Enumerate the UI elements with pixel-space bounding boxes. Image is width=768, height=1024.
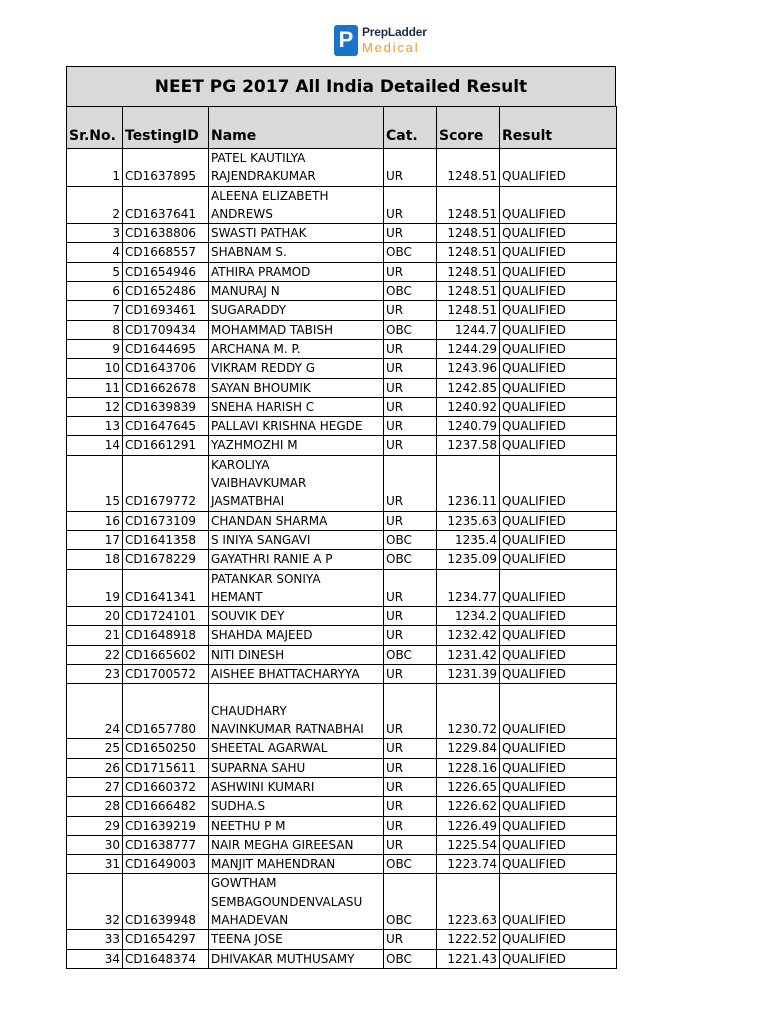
cell-cat: UR <box>384 186 437 224</box>
cell-result: QUALIFIED <box>500 224 617 243</box>
cell-score: 1235.4 <box>437 530 500 549</box>
cell-name: SHABNAM S. <box>209 243 384 262</box>
cell-srno: 17 <box>67 530 123 549</box>
cell-result: QUALIFIED <box>500 550 617 569</box>
cell-srno: 25 <box>67 739 123 758</box>
cell-result: QUALIFIED <box>500 282 617 301</box>
cell-name: SNEHA HARISH C <box>209 397 384 416</box>
table-row <box>67 511 617 530</box>
cell-result: QUALIFIED <box>500 684 617 739</box>
cell-score: 1234.77 <box>437 569 500 607</box>
cell-score: 1244.7 <box>437 320 500 339</box>
cell-score: 1231.39 <box>437 665 500 684</box>
col-header-cat: Cat. <box>384 107 437 149</box>
cell-name: ALEENA ELIZABETH ANDREWS <box>209 186 384 224</box>
page-title: NEET PG 2017 All India Detailed Result <box>66 66 616 106</box>
cell-srno: 3 <box>67 224 123 243</box>
cell-testingid: CD1641358 <box>123 530 209 549</box>
table-row <box>67 301 617 320</box>
cell-score: 1230.72 <box>437 684 500 739</box>
table-row <box>67 262 617 281</box>
cell-name: SHAHDA MAJEED <box>209 626 384 645</box>
cell-name: ARCHANA M. P. <box>209 339 384 358</box>
cell-testingid: CD1715611 <box>123 758 209 777</box>
cell-srno: 16 <box>67 511 123 530</box>
cell-srno: 4 <box>67 243 123 262</box>
cell-testingid: CD1661291 <box>123 436 209 455</box>
cell-score: 1228.16 <box>437 758 500 777</box>
cell-result: QUALIFIED <box>500 455 617 511</box>
cell-result: QUALIFIED <box>500 816 617 835</box>
cell-srno: 26 <box>67 758 123 777</box>
table-row <box>67 797 617 816</box>
header-row <box>67 107 617 149</box>
cell-score: 1248.51 <box>437 243 500 262</box>
cell-testingid: CD1647645 <box>123 417 209 436</box>
cell-result: QUALIFIED <box>500 436 617 455</box>
cell-cat: UR <box>384 797 437 816</box>
cell-name: S INIYA SANGAVI <box>209 530 384 549</box>
cell-name: GOWTHAM SEMBAGOUNDENVALASU MAHADEVAN <box>209 874 384 930</box>
cell-cat: UR <box>384 835 437 854</box>
cell-result: QUALIFIED <box>500 359 617 378</box>
cell-cat: UR <box>384 436 437 455</box>
cell-result: QUALIFIED <box>500 378 617 397</box>
cell-cat: UR <box>384 301 437 320</box>
result-sheet <box>66 66 616 969</box>
cell-testingid: CD1660372 <box>123 777 209 796</box>
cell-cat: UR <box>384 626 437 645</box>
cell-name: ASHWINI KUMARI <box>209 777 384 796</box>
cell-score: 1244.29 <box>437 339 500 358</box>
cell-name: VIKRAM REDDY G <box>209 359 384 378</box>
cell-srno: 28 <box>67 797 123 816</box>
cell-result: QUALIFIED <box>500 607 617 626</box>
cell-name: YAZHMOZHI M <box>209 436 384 455</box>
cell-testingid: CD1639839 <box>123 397 209 416</box>
cell-score: 1236.11 <box>437 455 500 511</box>
cell-name: SOUVIK DEY <box>209 607 384 626</box>
cell-name: CHAUDHARY NAVINKUMAR RATNABHAI <box>209 684 384 739</box>
cell-score: 1248.51 <box>437 149 500 187</box>
cell-name: SUGARADDY <box>209 301 384 320</box>
cell-srno: 34 <box>67 949 123 968</box>
cell-cat: OBC <box>384 645 437 664</box>
cell-score: 1221.43 <box>437 949 500 968</box>
prepladder-logo <box>334 24 427 56</box>
cell-result: QUALIFIED <box>500 186 617 224</box>
cell-testingid: CD1650250 <box>123 739 209 758</box>
cell-srno: 32 <box>67 874 123 930</box>
cell-cat: OBC <box>384 243 437 262</box>
cell-srno: 11 <box>67 378 123 397</box>
cell-cat: UR <box>384 739 437 758</box>
cell-score: 1222.52 <box>437 930 500 949</box>
cell-name: SAYAN BHOUMIK <box>209 378 384 397</box>
table-row <box>67 684 617 739</box>
cell-cat: UR <box>384 665 437 684</box>
table-row <box>67 320 617 339</box>
cell-testingid: CD1724101 <box>123 607 209 626</box>
cell-testingid: CD1639948 <box>123 874 209 930</box>
cell-result: QUALIFIED <box>500 320 617 339</box>
cell-name: TEENA JOSE <box>209 930 384 949</box>
cell-cat: UR <box>384 397 437 416</box>
table-row <box>67 339 617 358</box>
cell-srno: 8 <box>67 320 123 339</box>
cell-srno: 12 <box>67 397 123 416</box>
logo-brand: PrepLadder <box>362 25 427 39</box>
cell-name: MOHAMMAD TABISH <box>209 320 384 339</box>
cell-name: SHEETAL AGARWAL <box>209 739 384 758</box>
cell-score: 1234.2 <box>437 607 500 626</box>
table-row <box>67 949 617 968</box>
cell-srno: 29 <box>67 816 123 835</box>
cell-srno: 13 <box>67 417 123 436</box>
cell-name: KAROLIYA VAIBHAVKUMAR JASMATBHAI <box>209 455 384 511</box>
cell-cat: UR <box>384 455 437 511</box>
cell-name: NAIR MEGHA GIREESAN <box>209 835 384 854</box>
cell-srno: 1 <box>67 149 123 187</box>
cell-name: SUDHA.S <box>209 797 384 816</box>
cell-result: QUALIFIED <box>500 797 617 816</box>
cell-srno: 27 <box>67 777 123 796</box>
cell-result: QUALIFIED <box>500 626 617 645</box>
cell-name: MANJIT MAHENDRAN <box>209 855 384 874</box>
table-row <box>67 436 617 455</box>
cell-testingid: CD1668557 <box>123 243 209 262</box>
cell-srno: 6 <box>67 282 123 301</box>
cell-score: 1235.63 <box>437 511 500 530</box>
table-row <box>67 758 617 777</box>
table-row <box>67 626 617 645</box>
cell-srno: 22 <box>67 645 123 664</box>
cell-testingid: CD1673109 <box>123 511 209 530</box>
cell-score: 1248.51 <box>437 301 500 320</box>
cell-name: SWASTI PATHAK <box>209 224 384 243</box>
cell-srno: 33 <box>67 930 123 949</box>
cell-cat: UR <box>384 684 437 739</box>
cell-name: AISHEE BHATTACHARYYA <box>209 665 384 684</box>
table-row <box>67 665 617 684</box>
prepladder-logo-icon: P <box>334 25 358 56</box>
cell-score: 1248.51 <box>437 262 500 281</box>
cell-testingid: CD1657780 <box>123 684 209 739</box>
cell-score: 1223.63 <box>437 874 500 930</box>
cell-testingid: CD1649003 <box>123 855 209 874</box>
cell-score: 1240.79 <box>437 417 500 436</box>
cell-testingid: CD1662678 <box>123 378 209 397</box>
cell-testingid: CD1637895 <box>123 149 209 187</box>
cell-result: QUALIFIED <box>500 645 617 664</box>
cell-result: QUALIFIED <box>500 777 617 796</box>
cell-score: 1248.51 <box>437 186 500 224</box>
table-row <box>67 530 617 549</box>
table-row <box>67 607 617 626</box>
cell-score: 1225.54 <box>437 835 500 854</box>
cell-name: PATANKAR SONIYA HEMANT <box>209 569 384 607</box>
table-row <box>67 224 617 243</box>
cell-srno: 7 <box>67 301 123 320</box>
cell-score: 1243.96 <box>437 359 500 378</box>
cell-srno: 23 <box>67 665 123 684</box>
cell-result: QUALIFIED <box>500 339 617 358</box>
cell-testingid: CD1693461 <box>123 301 209 320</box>
cell-srno: 14 <box>67 436 123 455</box>
cell-cat: UR <box>384 511 437 530</box>
cell-cat: UR <box>384 816 437 835</box>
cell-name: CHANDAN SHARMA <box>209 511 384 530</box>
cell-result: QUALIFIED <box>500 874 617 930</box>
cell-result: QUALIFIED <box>500 301 617 320</box>
cell-testingid: CD1638806 <box>123 224 209 243</box>
cell-score: 1229.84 <box>437 739 500 758</box>
cell-cat: OBC <box>384 949 437 968</box>
table-row <box>67 855 617 874</box>
cell-cat: UR <box>384 569 437 607</box>
cell-testingid: CD1641341 <box>123 569 209 607</box>
cell-testingid: CD1678229 <box>123 550 209 569</box>
cell-name: PATEL KAUTILYA RAJENDRAKUMAR <box>209 149 384 187</box>
table-row <box>67 149 617 187</box>
cell-cat: UR <box>384 930 437 949</box>
col-header-name: Name <box>209 107 384 149</box>
cell-result: QUALIFIED <box>500 149 617 187</box>
cell-name: NITI DINESH <box>209 645 384 664</box>
cell-score: 1232.42 <box>437 626 500 645</box>
cell-cat: UR <box>384 758 437 777</box>
cell-score: 1237.58 <box>437 436 500 455</box>
table-row <box>67 874 617 930</box>
table-row <box>67 739 617 758</box>
cell-name: ATHIRA PRAMOD <box>209 262 384 281</box>
table-row <box>67 397 617 416</box>
cell-testingid: CD1638777 <box>123 835 209 854</box>
cell-score: 1248.51 <box>437 282 500 301</box>
cell-cat: UR <box>384 417 437 436</box>
cell-srno: 5 <box>67 262 123 281</box>
result-table <box>66 106 617 969</box>
cell-cat: OBC <box>384 282 437 301</box>
cell-srno: 30 <box>67 835 123 854</box>
cell-result: QUALIFIED <box>500 530 617 549</box>
col-header-result: Result <box>500 107 617 149</box>
cell-srno: 20 <box>67 607 123 626</box>
cell-testingid: CD1652486 <box>123 282 209 301</box>
cell-result: QUALIFIED <box>500 758 617 777</box>
cell-testingid: CD1643706 <box>123 359 209 378</box>
cell-srno: 19 <box>67 569 123 607</box>
cell-testingid: CD1648374 <box>123 949 209 968</box>
cell-result: QUALIFIED <box>500 397 617 416</box>
cell-cat: UR <box>384 339 437 358</box>
cell-cat: UR <box>384 777 437 796</box>
cell-result: QUALIFIED <box>500 262 617 281</box>
cell-score: 1226.49 <box>437 816 500 835</box>
cell-name: SUPARNA SAHU <box>209 758 384 777</box>
cell-name: PALLAVI KRISHNA HEGDE <box>209 417 384 436</box>
cell-score: 1240.92 <box>437 397 500 416</box>
table-row <box>67 359 617 378</box>
cell-testingid: CD1666482 <box>123 797 209 816</box>
logo-sub: Medical <box>362 40 420 55</box>
cell-score: 1223.74 <box>437 855 500 874</box>
cell-testingid: CD1654946 <box>123 262 209 281</box>
cell-result: QUALIFIED <box>500 855 617 874</box>
table-row <box>67 186 617 224</box>
cell-srno: 9 <box>67 339 123 358</box>
cell-result: QUALIFIED <box>500 835 617 854</box>
cell-cat: OBC <box>384 320 437 339</box>
table-row <box>67 455 617 511</box>
cell-cat: UR <box>384 262 437 281</box>
cell-testingid: CD1648918 <box>123 626 209 645</box>
col-header-srno: Sr.No. <box>67 107 123 149</box>
table-row <box>67 378 617 397</box>
table-row <box>67 569 617 607</box>
cell-name: DHIVAKAR MUTHUSAMY <box>209 949 384 968</box>
cell-cat: UR <box>384 359 437 378</box>
table-row <box>67 835 617 854</box>
cell-score: 1235.09 <box>437 550 500 569</box>
cell-score: 1226.65 <box>437 777 500 796</box>
cell-name: NEETHU P M <box>209 816 384 835</box>
cell-cat: OBC <box>384 550 437 569</box>
cell-cat: OBC <box>384 874 437 930</box>
cell-srno: 10 <box>67 359 123 378</box>
table-row <box>67 243 617 262</box>
cell-testingid: CD1639219 <box>123 816 209 835</box>
cell-result: QUALIFIED <box>500 665 617 684</box>
col-header-testingid: TestingID <box>123 107 209 149</box>
cell-testingid: CD1665602 <box>123 645 209 664</box>
table-row <box>67 777 617 796</box>
col-header-score: Score <box>437 107 500 149</box>
cell-testingid: CD1679772 <box>123 455 209 511</box>
table-row <box>67 550 617 569</box>
cell-cat: OBC <box>384 530 437 549</box>
cell-cat: UR <box>384 149 437 187</box>
cell-score: 1242.85 <box>437 378 500 397</box>
cell-srno: 18 <box>67 550 123 569</box>
cell-testingid: CD1654297 <box>123 930 209 949</box>
cell-result: QUALIFIED <box>500 511 617 530</box>
table-row <box>67 816 617 835</box>
cell-testingid: CD1637641 <box>123 186 209 224</box>
table-row <box>67 282 617 301</box>
cell-srno: 2 <box>67 186 123 224</box>
cell-cat: UR <box>384 224 437 243</box>
cell-name: GAYATHRI RANIE A P <box>209 550 384 569</box>
table-row <box>67 930 617 949</box>
cell-srno: 24 <box>67 684 123 739</box>
cell-result: QUALIFIED <box>500 569 617 607</box>
cell-name: MANURAJ N <box>209 282 384 301</box>
cell-result: QUALIFIED <box>500 930 617 949</box>
cell-testingid: CD1709434 <box>123 320 209 339</box>
cell-cat: OBC <box>384 855 437 874</box>
cell-srno: 31 <box>67 855 123 874</box>
cell-result: QUALIFIED <box>500 417 617 436</box>
cell-cat: UR <box>384 607 437 626</box>
cell-result: QUALIFIED <box>500 949 617 968</box>
cell-score: 1226.62 <box>437 797 500 816</box>
cell-testingid: CD1700572 <box>123 665 209 684</box>
cell-cat: UR <box>384 378 437 397</box>
table-row <box>67 645 617 664</box>
cell-srno: 15 <box>67 455 123 511</box>
cell-srno: 21 <box>67 626 123 645</box>
cell-score: 1231.42 <box>437 645 500 664</box>
cell-result: QUALIFIED <box>500 243 617 262</box>
cell-score: 1248.51 <box>437 224 500 243</box>
table-row <box>67 417 617 436</box>
cell-result: QUALIFIED <box>500 739 617 758</box>
cell-testingid: CD1644695 <box>123 339 209 358</box>
